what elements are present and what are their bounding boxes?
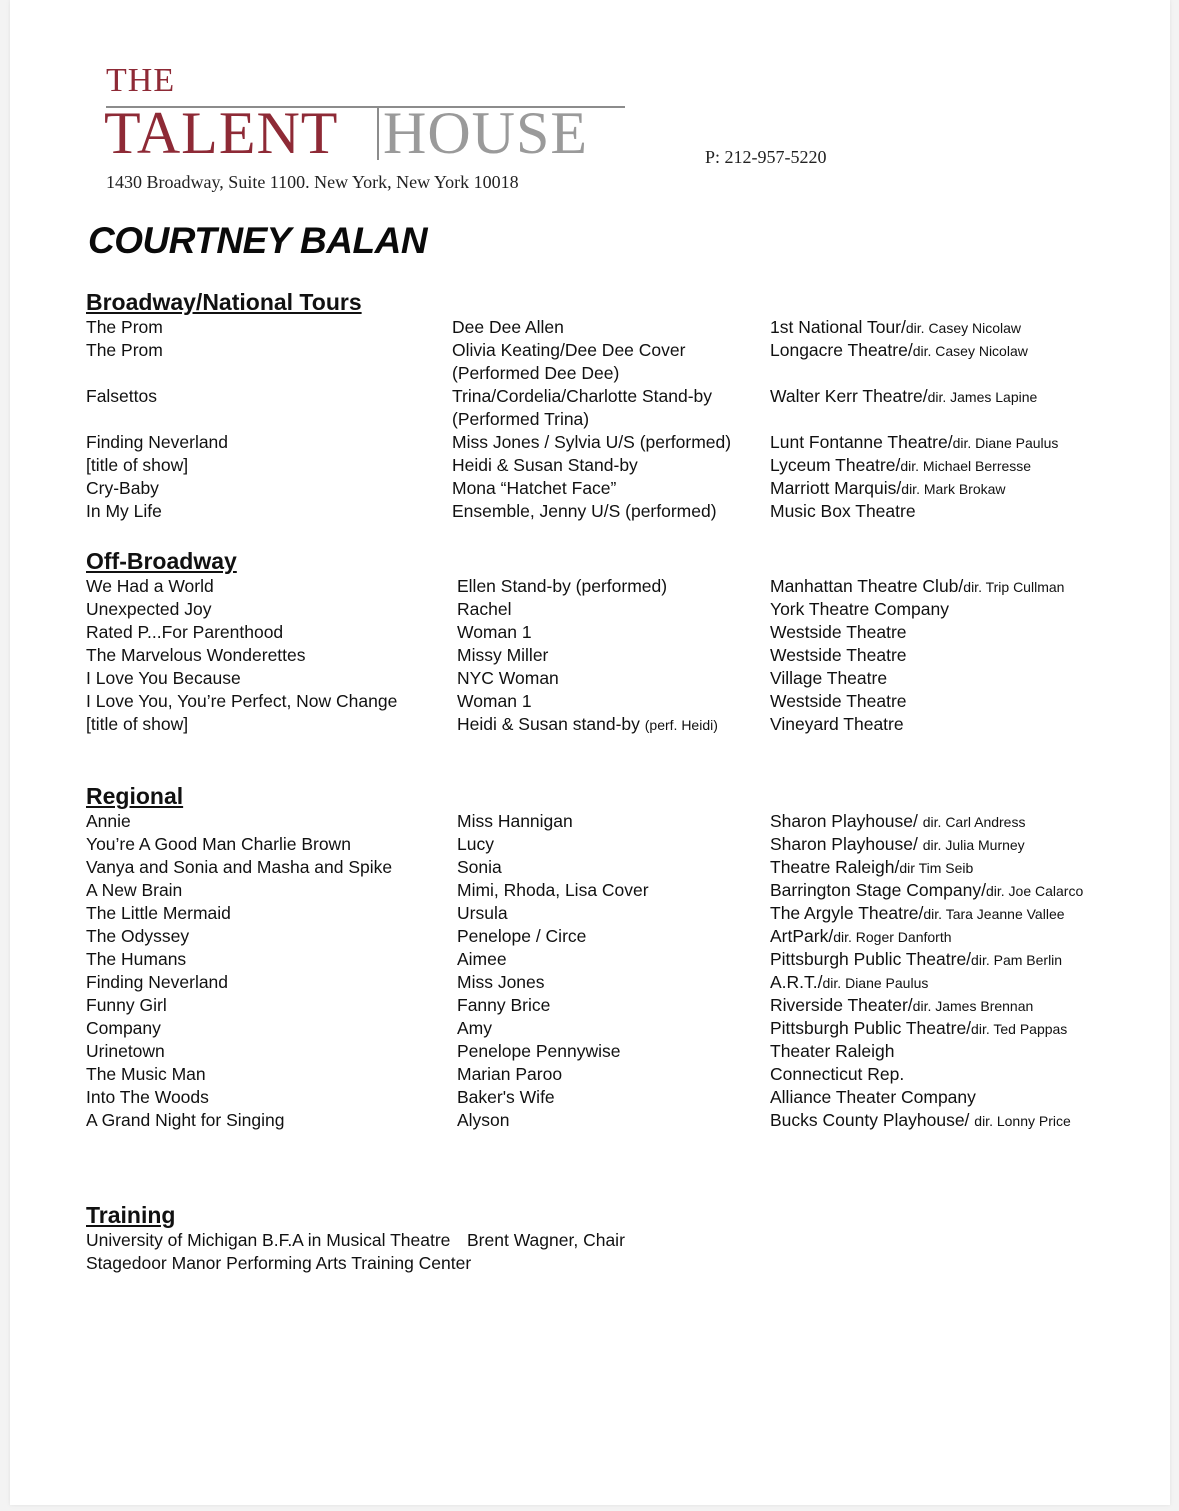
logo-talent-text: TALENT — [104, 100, 339, 166]
venue-name: York Theatre Company — [770, 599, 949, 619]
venue-name: Lyceum Theatre/ — [770, 455, 901, 475]
director-name: dir. Roger Danforth — [833, 929, 952, 945]
show-title: Annie — [86, 811, 131, 831]
venue-name: Lunt Fontanne Theatre/ — [770, 432, 953, 452]
venue-name: Pittsburgh Public Theatre/ — [770, 949, 972, 969]
role-name: Baker's Wife — [457, 1087, 555, 1107]
credit-row — [86, 994, 1166, 1017]
broadway-section — [86, 288, 1166, 523]
credit-row — [86, 454, 1166, 477]
show-title: In My Life — [86, 501, 162, 521]
role-name: Dee Dee Allen — [452, 317, 564, 337]
section-title: Off-Broadway — [86, 548, 237, 574]
role-note: (perf. Heidi) — [644, 717, 718, 733]
director-name: dir. Joe Calarco — [985, 883, 1084, 899]
venue-cell — [770, 713, 904, 736]
venue-cell — [770, 948, 1062, 972]
venue-name: A.R.T./ — [770, 972, 823, 992]
role-name: Trina/Cordelia/Charlotte Stand-by — [452, 386, 713, 406]
show-title: Urinetown — [86, 1041, 165, 1061]
show-title: [title of show] — [86, 714, 189, 734]
venue-name: Alliance Theater Company — [770, 1087, 976, 1107]
role-cell — [457, 713, 718, 737]
credit-row — [86, 1063, 1166, 1086]
role-name: Ursula — [457, 903, 508, 923]
venue-name: ArtPark/ — [770, 926, 834, 946]
broadway-list — [86, 316, 1166, 523]
role-cell — [457, 575, 667, 598]
show-title: The Odyssey — [86, 926, 190, 946]
director-name: dir. Tara Jeanne Vallee — [923, 906, 1065, 922]
role-cell — [457, 598, 511, 621]
venue-name: Pittsburgh Public Theatre/ — [770, 1018, 972, 1038]
director-name: dir. James Brennan — [912, 998, 1034, 1014]
credit-row — [86, 644, 1166, 667]
resume-page — [10, 0, 1170, 1505]
venue-cell — [770, 994, 1033, 1018]
role-name: Mona “Hatchet Face” — [452, 478, 617, 498]
show-title: Company — [86, 1018, 161, 1038]
role-cell — [452, 385, 712, 431]
logo-separator — [377, 108, 379, 160]
director-name: dir. Mark Brokaw — [901, 481, 1006, 497]
role-name: Missy Miller — [457, 645, 549, 665]
credit-row — [86, 1017, 1166, 1040]
training-detail: Brent Wagner, Chair — [467, 1230, 625, 1250]
show-title: Unexpected Joy — [86, 599, 212, 619]
venue-cell — [770, 667, 887, 690]
venue-cell — [770, 339, 1028, 363]
credit-row — [86, 856, 1166, 879]
section-title: Training — [86, 1202, 176, 1228]
credit-row — [86, 713, 1166, 736]
credit-row — [86, 690, 1166, 713]
venue-name: 1st National Tour/ — [770, 317, 906, 337]
venue-cell — [770, 902, 1065, 926]
agency-phone: P: 212-957-5220 — [705, 147, 827, 167]
credit-row — [86, 477, 1166, 500]
show-title: The Prom — [86, 317, 163, 337]
show-title: The Little Mermaid — [86, 903, 231, 923]
director-name: dir. Diane Paulus — [952, 435, 1059, 451]
director-name: dir. James Lapine — [927, 389, 1038, 405]
venue-cell — [770, 690, 907, 713]
role-name: NYC Woman — [457, 668, 559, 688]
credit-row — [86, 971, 1166, 994]
role-name: Woman 1 — [457, 622, 532, 642]
venue-cell — [770, 1109, 1071, 1133]
venue-cell — [770, 385, 1037, 409]
role-name: Heidi & Susan stand-by — [457, 714, 645, 734]
venue-name: Vineyard Theatre — [770, 714, 904, 734]
role-cell — [452, 431, 731, 454]
section-title: Regional — [86, 783, 184, 809]
venue-name: Theater Raleigh — [770, 1041, 895, 1061]
director-name: dir. Casey Nicolaw — [912, 343, 1028, 359]
director-name: dir. Diane Paulus — [822, 975, 929, 991]
venue-name: Sharon Playhouse/ — [770, 834, 923, 854]
role-cell — [457, 644, 548, 667]
training-school: Stagedoor Manor Performing Arts Training Center — [86, 1253, 472, 1273]
logo-the-text: THE — [106, 62, 176, 99]
role-cell — [452, 500, 717, 523]
show-title: I Love You, You’re Perfect, Now Change — [86, 691, 398, 711]
venue-cell — [770, 454, 1031, 478]
director-name: dir. Ted Pappas — [971, 1021, 1068, 1037]
director-name: dir Tim Seib — [899, 860, 974, 876]
role-note: (Performed Dee Dee) — [452, 363, 620, 383]
role-name: Penelope / Circe — [457, 926, 587, 946]
role-name: Miss Jones / Sylvia U/S (performed) — [452, 432, 732, 452]
role-note: (Performed Trina) — [452, 409, 590, 429]
director-name: dir. Julia Murney — [922, 837, 1025, 853]
show-title: Finding Neverland — [86, 432, 229, 452]
offbroadway-list — [86, 575, 1166, 736]
training-school: University of Michigan B.F.A in Musical Theatre — [86, 1230, 451, 1250]
director-name: dir. Lonny Price — [974, 1113, 1071, 1129]
venue-cell — [770, 925, 952, 949]
role-cell — [457, 690, 532, 713]
venue-cell — [770, 644, 907, 667]
credit-row — [86, 833, 1166, 856]
show-title: A New Brain — [86, 880, 183, 900]
show-title: [title of show] — [86, 455, 189, 475]
credit-row — [86, 575, 1166, 598]
venue-name: Music Box Theatre — [770, 501, 916, 521]
show-title: The Prom — [86, 340, 163, 360]
venue-name: Barrington Stage Company/ — [770, 880, 986, 900]
venue-name: Walter Kerr Theatre/ — [770, 386, 928, 406]
venue-name: Village Theatre — [770, 668, 888, 688]
venue-cell — [770, 477, 1006, 501]
director-name: dir. Pam Berlin — [971, 952, 1063, 968]
venue-cell — [770, 833, 1025, 857]
venue-name: The Argyle Theatre/ — [770, 903, 924, 923]
venue-name: Theatre Raleigh/ — [770, 857, 900, 877]
role-name: Miss Hannigan — [457, 811, 573, 831]
show-title: Falsettos — [86, 386, 157, 406]
venue-name: Bucks County Playhouse/ — [770, 1110, 975, 1130]
venue-name: Manhattan Theatre Club/ — [770, 576, 964, 596]
venue-cell — [770, 1086, 976, 1109]
show-title: Vanya and Sonia and Masha and Spike — [86, 857, 393, 877]
credit-row — [86, 667, 1166, 690]
role-name: Aimee — [457, 949, 507, 969]
role-cell — [457, 621, 532, 644]
credit-row — [86, 431, 1166, 454]
venue-name: Westside Theatre — [770, 691, 907, 711]
director-name: dir. Carl Andress — [922, 814, 1026, 830]
role-name: Rachel — [457, 599, 512, 619]
venue-name: Marriott Marquis/ — [770, 478, 902, 498]
show-title: Finding Neverland — [86, 972, 229, 992]
role-name: Ellen Stand-by (performed) — [457, 576, 668, 596]
role-name: Woman 1 — [457, 691, 532, 711]
venue-cell — [770, 1063, 904, 1086]
credit-row — [86, 925, 1166, 948]
venue-name: Longacre Theatre/ — [770, 340, 913, 360]
training-row — [86, 1229, 1166, 1252]
venue-cell — [770, 1017, 1067, 1041]
credit-row — [86, 316, 1166, 339]
credit-row — [86, 1109, 1166, 1132]
role-name: Alyson — [457, 1110, 510, 1130]
credit-row — [86, 598, 1166, 621]
role-name: Sonia — [457, 857, 502, 877]
venue-name: Westside Theatre — [770, 645, 907, 665]
show-title: Funny Girl — [86, 995, 167, 1015]
show-title: Cry-Baby — [86, 478, 159, 498]
offbroadway-section — [86, 547, 1166, 736]
role-cell — [457, 667, 559, 690]
role-name: Marian Paroo — [457, 1064, 563, 1084]
regional-list — [86, 810, 1166, 1132]
venue-name: Westside Theatre — [770, 622, 907, 642]
venue-cell — [770, 431, 1058, 455]
show-title: The Music Man — [86, 1064, 206, 1084]
credit-row — [86, 500, 1166, 523]
venue-cell — [770, 575, 1064, 599]
regional-section — [86, 782, 1166, 1132]
logo-house-text: HOUSE — [383, 100, 589, 166]
director-name: dir. Michael Berresse — [900, 458, 1032, 474]
show-title: The Humans — [86, 949, 187, 969]
credit-row — [86, 1040, 1166, 1063]
role-cell — [452, 477, 616, 500]
agency-address: 1430 Broadway, Suite 1100. New York, New York 10018 — [106, 172, 519, 192]
credit-row — [86, 385, 1166, 431]
venue-cell — [770, 1040, 895, 1063]
credit-row — [86, 879, 1166, 902]
venue-cell — [770, 856, 973, 880]
director-name: dir. Trip Cullman — [963, 579, 1065, 595]
training-section — [86, 1201, 1166, 1275]
show-title: I Love You Because — [86, 668, 241, 688]
role-name: Amy — [457, 1018, 492, 1038]
director-name: dir. Casey Nicolaw — [905, 320, 1022, 336]
performer-name: COURTNEY BALAN — [88, 220, 428, 261]
role-cell — [452, 316, 564, 339]
role-name: Fanny Brice — [457, 995, 551, 1015]
role-name: Penelope Pennywise — [457, 1041, 621, 1061]
venue-cell — [770, 971, 928, 995]
role-name: Heidi & Susan Stand-by — [452, 455, 638, 475]
venue-cell — [770, 879, 1083, 903]
venue-name: Sharon Playhouse/ — [770, 811, 923, 831]
venue-cell — [770, 621, 907, 644]
role-name: Miss Jones — [457, 972, 545, 992]
role-cell — [452, 339, 685, 385]
venue-cell — [770, 316, 1021, 340]
credit-row — [86, 902, 1166, 925]
venue-cell — [770, 598, 949, 621]
show-title: Rated P...For Parenthood — [86, 622, 284, 642]
venue-cell — [770, 810, 1025, 834]
training-list — [86, 1229, 1166, 1275]
role-name: Olivia Keating/Dee Dee Cover — [452, 340, 686, 360]
show-title: You’re A Good Man Charlie Brown — [86, 834, 351, 854]
role-cell — [452, 454, 638, 477]
show-title: A Grand Night for Singing — [86, 1110, 285, 1130]
role-name: Lucy — [457, 834, 494, 854]
credit-row — [86, 810, 1166, 833]
role-name: Ensemble, Jenny U/S (performed) — [452, 501, 717, 521]
venue-name: Riverside Theater/ — [770, 995, 913, 1015]
venue-name: Connecticut Rep. — [770, 1064, 905, 1084]
venue-cell — [770, 500, 916, 523]
role-name: Mimi, Rhoda, Lisa Cover — [457, 880, 649, 900]
credit-row — [86, 339, 1166, 385]
credit-row — [86, 621, 1166, 644]
credit-row — [86, 948, 1166, 971]
show-title: Into The Woods — [86, 1087, 209, 1107]
training-row — [86, 1252, 1166, 1275]
credit-row — [86, 1086, 1166, 1109]
show-title: We Had a World — [86, 576, 214, 596]
show-title: The Marvelous Wonderettes — [86, 645, 306, 665]
section-title: Broadway/National Tours — [86, 289, 362, 315]
